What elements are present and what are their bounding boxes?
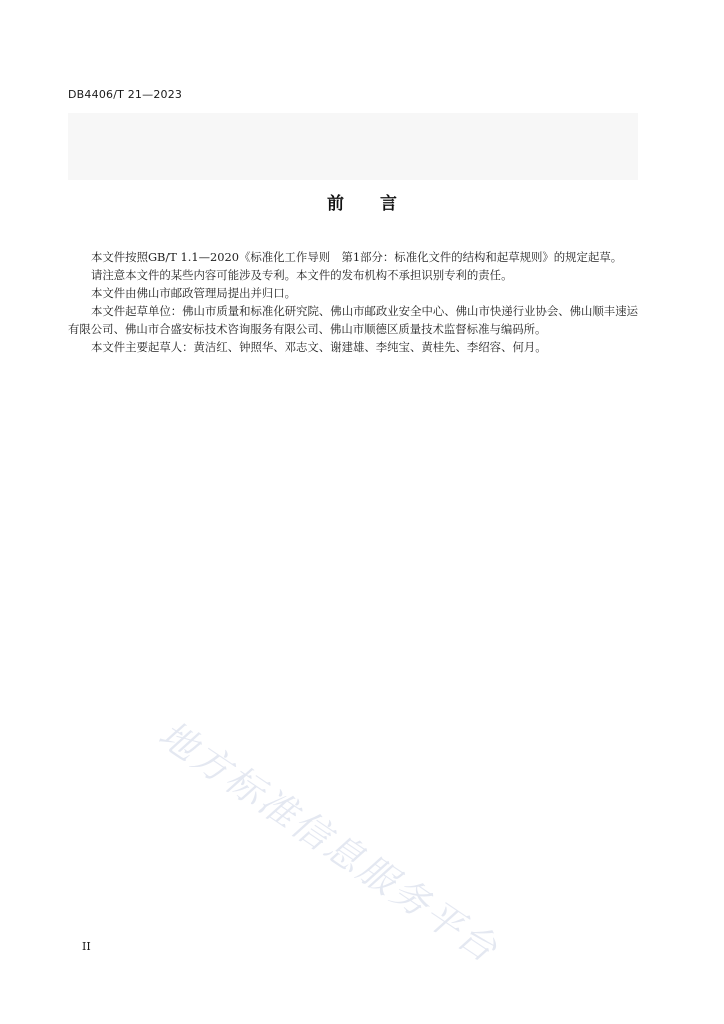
paragraph-drafting-rules: 本文件按照GB/T 1.1—2020《标准化工作导则 第1部分：标准化文件的结构和起草规则》的规定起草。 [91, 250, 623, 264]
foreword-body [68, 248, 638, 356]
paragraph-patent-notice: 请注意本文件的某些内容可能涉及专利。本文件的发布机构不承担识别专利的责任。 [91, 268, 513, 282]
header-blank-band [68, 113, 638, 180]
paragraph-drafting-units: 本文件起草单位：佛山市质量和标准化研究院、佛山市邮政业安全中心、佛山市快递行业协会、佛山顺丰速运有限公司、佛山市合盛安标技术咨询服务有限公司、佛山市顺德区质量技术监督标准与编码所。 [68, 304, 638, 336]
heading-char-right: 言 [380, 194, 397, 214]
page-number: II [82, 940, 91, 953]
document-code: DB4406/T 21—2023 [68, 88, 183, 101]
watermark: 地方标准信息服务平台 [150, 712, 507, 972]
heading-char-left: 前 [327, 194, 344, 214]
section-heading-foreword [0, 189, 724, 214]
paragraph-proposer: 本文件由佛山市邮政管理局提出并归口。 [91, 286, 297, 300]
paragraph-drafters: 本文件主要起草人：黄洁红、钟照华、邓志文、谢建雄、李纯宝、黄桂先、李绍容、何月。 [91, 340, 547, 354]
